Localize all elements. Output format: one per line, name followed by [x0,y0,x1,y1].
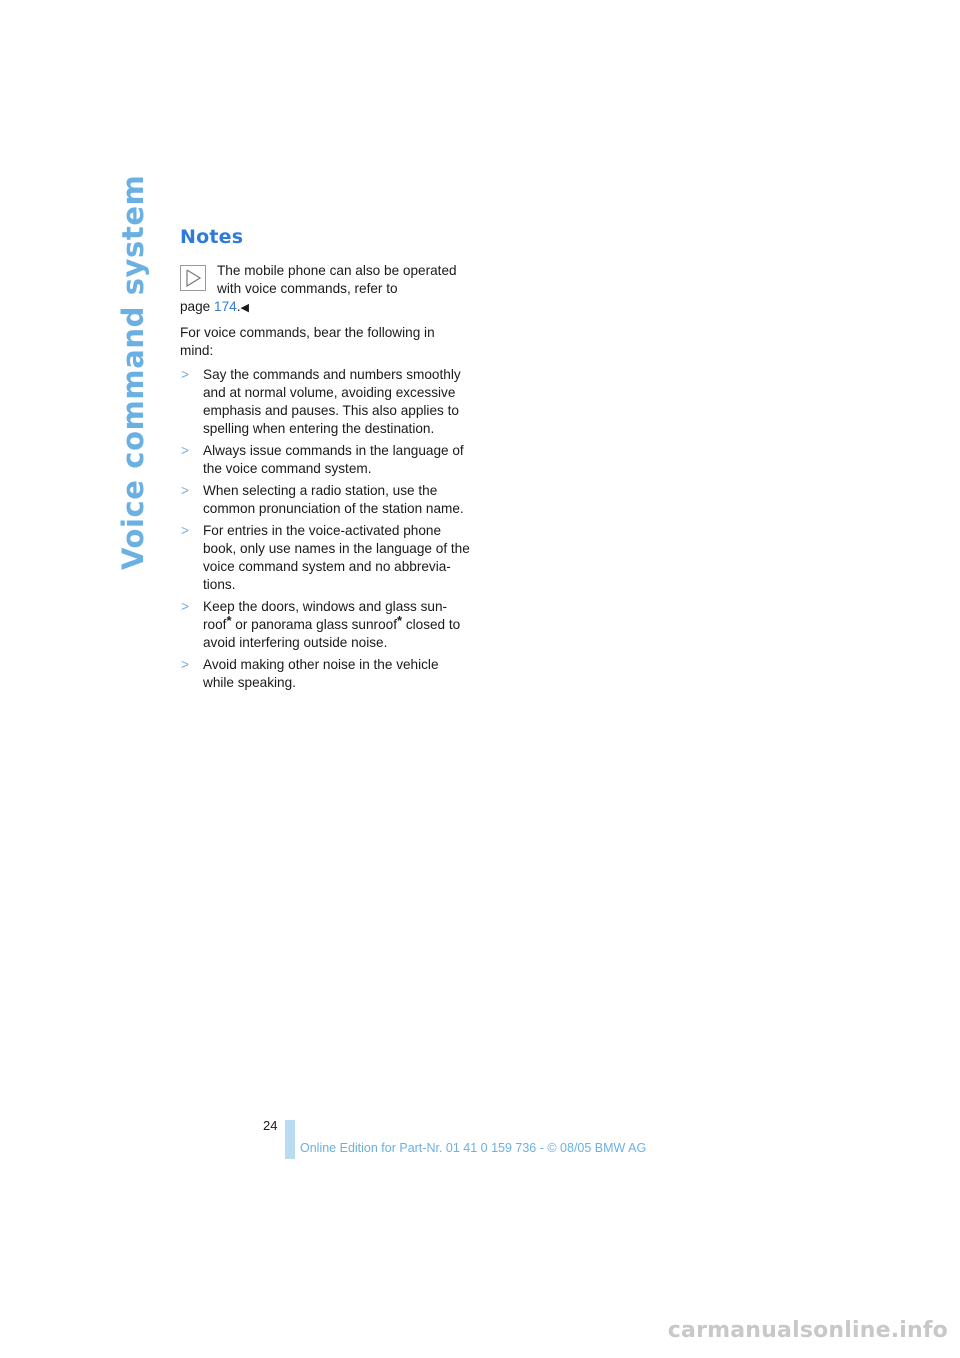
page-number: 24 [263,1118,278,1133]
list-item-line: avoid interfering outside noise. [203,635,388,650]
bullet-arrow-icon: > [181,657,189,672]
side-chapter-title-text: Voice command system [116,174,150,570]
bullet-arrow-icon: > [181,599,189,614]
list-item [180,598,476,652]
intro-line-2: mind: [180,343,214,358]
note-block [180,262,476,317]
list-item-line: Say the commands and numbers smoothly [203,367,461,382]
note-ref-prefix: page [180,299,215,314]
intro-paragraph [180,324,476,360]
end-mark-icon: ◀ [240,302,249,314]
optional-equipment-star-icon: * [396,613,403,628]
side-chapter-title [112,174,152,570]
bullet-arrow-icon: > [181,367,189,382]
note-line-2: with voice commands, refer to [217,281,398,296]
list-item [180,442,476,478]
list-item-line: Keep the doors, windows and glass sun- [203,599,448,614]
note-ref-suffix: . [236,299,241,314]
list-item [180,482,476,518]
star-line-part2: or panorama glass sunroof [231,617,397,632]
list-item-line: For entries in the voice-activated phone [203,523,442,538]
note-line-1: The mobile phone can also be operated [217,263,457,278]
note-line-3 [180,298,476,317]
bullet-arrow-icon: > [181,483,189,498]
list-item [180,656,476,692]
list-item-line: tions. [203,577,236,592]
list-item-line: emphasis and pauses. This also applies to [203,403,459,418]
list-item-line: book, only use names in the language of the [203,541,470,556]
section-heading: Notes [180,226,244,248]
list-item-line: common pronunciation of the station name. [203,501,464,516]
list-item-line [203,613,476,634]
list-item-line: voice command system and no abbrevia- [203,559,451,574]
watermark: carmanualsonline.info [667,1318,948,1343]
list-item-line: Always issue commands in the language of [203,443,464,458]
bullet-arrow-icon: > [181,443,189,458]
list-item-line: while speaking. [203,675,296,690]
list-item-line: and at normal volume, avoiding excessive [203,385,456,400]
main-content [180,226,476,696]
notes-list [180,366,476,692]
footer-accent-bar [285,1120,295,1159]
note-triangle-icon [180,265,206,291]
page-174-link[interactable]: 174 [214,299,237,314]
star-line-part3: closed to [402,617,461,632]
star-line-part1: roof [203,617,227,632]
intro-line-1: For voice commands, bear the following in [180,325,435,340]
list-item-line: When selecting a radio station, use the [203,483,438,498]
list-item-line: spelling when entering the destination. [203,421,435,436]
list-item [180,366,476,438]
bullet-arrow-icon: > [181,523,189,538]
optional-equipment-star-icon: * [226,613,232,628]
footer-edition-text: Online Edition for Part-Nr. 01 41 0 159 736 - © 08/05 BMW AG [300,1141,647,1155]
list-item-line: Avoid making other noise in the vehicle [203,657,439,672]
list-item [180,522,476,594]
list-item-line: the voice command system. [203,461,372,476]
